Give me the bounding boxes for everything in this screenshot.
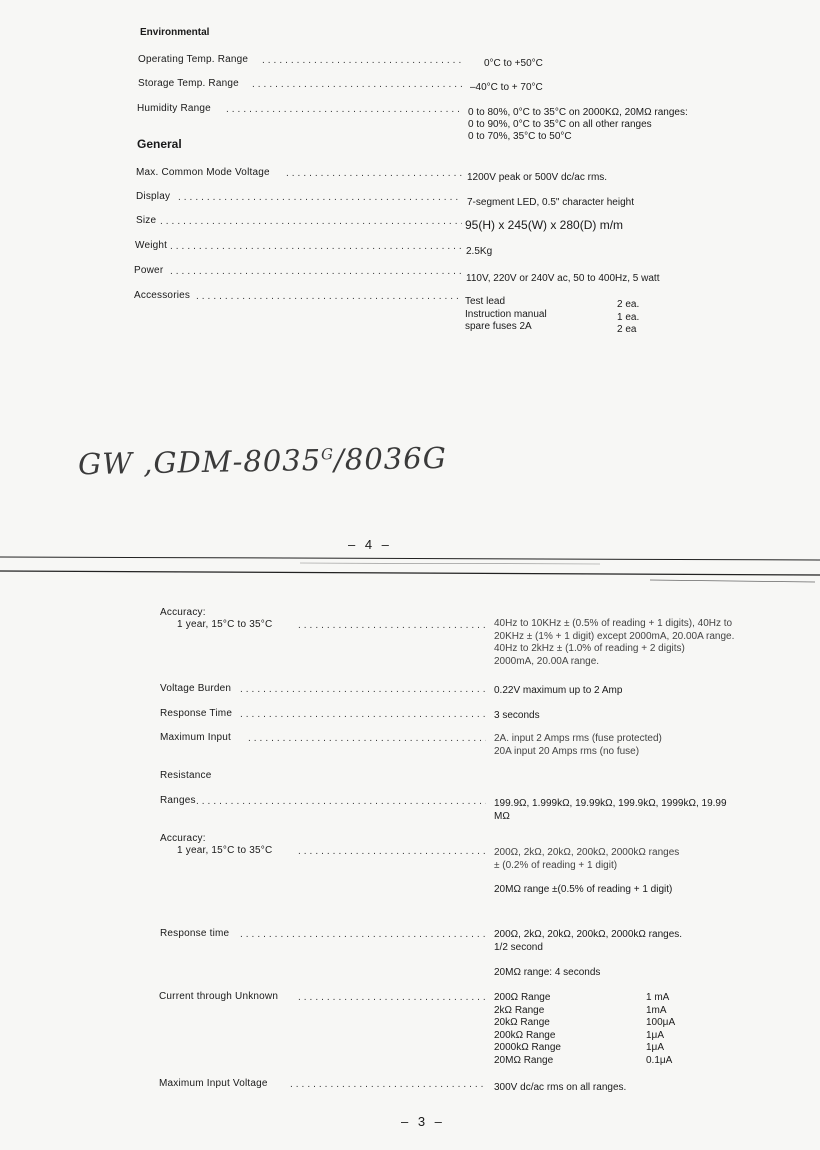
- humidity-label: Humidity Range: [137, 103, 211, 114]
- leader-dots: [178, 192, 462, 203]
- current-ranges-list: 200Ω Range 2kΩ Range 20kΩ Range 200kΩ Range 2000kΩ Range 20MΩ Range: [494, 992, 561, 1066]
- display-value: 7-segment LED, 0.5" character height: [467, 197, 634, 208]
- leader-dots: [170, 266, 462, 277]
- leader-dots: [196, 291, 462, 302]
- voltage-burden-value: 0.22V maximum up to 2 Amp: [494, 685, 623, 696]
- resistance-response-time-value: 200Ω, 2kΩ, 20kΩ, 200kΩ, 2000kΩ ranges. 1/2 second: [494, 929, 683, 953]
- power-value: 110V, 220V or 240V ac, 50 to 400Hz, 5 watt: [466, 273, 660, 284]
- leader-dots: [240, 684, 486, 695]
- weight-label: Weight: [135, 240, 168, 251]
- leader-dots: [240, 709, 486, 720]
- maximum-input-label: Maximum Input: [160, 732, 231, 743]
- common-mode-label: Max. Common Mode Voltage: [136, 167, 270, 178]
- upper-page: [0, 0, 820, 566]
- leader-dots: [170, 241, 462, 252]
- accessories-quantity: 2 ea. 1 ea. 2 ea: [617, 299, 640, 336]
- accuracy-label: Accuracy:: [160, 607, 206, 618]
- maximum-input-value: 2A. input 2 Amps rms (fuse protected) 20A input 20 Amps rms (no fuse): [494, 733, 662, 757]
- leader-dots: [298, 992, 486, 1003]
- size-value: 95(H) x 245(W) x 280(D) m/m: [465, 218, 624, 232]
- power-label: Power: [134, 265, 164, 276]
- leader-dots: [160, 216, 462, 227]
- operating-temp-value: 0°C to +50°C: [484, 58, 543, 69]
- resistance-accuracy-sublabel: 1 year, 15°C to 35°C: [177, 845, 273, 856]
- leader-dots: [298, 620, 486, 631]
- resistance-response-time-20m-value: 20MΩ range: 4 seconds: [494, 967, 601, 978]
- common-mode-value: 1200V peak or 500V dc/ac rms.: [467, 172, 608, 183]
- ranges-value: 199.9Ω, 1.999kΩ, 19.99kΩ, 199.9kΩ, 1999kΩ, 19.99 MΩ: [494, 798, 727, 822]
- page-number: – 4 –: [348, 537, 392, 552]
- accessories-list: Test lead Instruction manual spare fuses 2A: [465, 296, 547, 333]
- voltage-burden-label: Voltage Burden: [160, 683, 232, 694]
- resistance-accuracy-value: 200Ω, 2kΩ, 20kΩ, 200kΩ, 2000kΩ ranges ± (0.2% of reading + 1 digit): [494, 847, 680, 871]
- humidity-value: 0 to 80%, 0°C to 35°C on 2000KΩ, 20MΩ ranges: 0 to 90%, 0°C to 35°C on all other ranges 0 to 70%, 35°C to 50°C: [468, 107, 688, 142]
- resistance-response-time-label: Response time: [160, 928, 230, 939]
- response-time-value: 3 seconds: [494, 710, 540, 721]
- leader-dots: [262, 55, 462, 66]
- leader-dots: [240, 929, 486, 940]
- storage-temp-label: Storage Temp. Range: [138, 78, 239, 89]
- leader-dots: [286, 168, 462, 179]
- response-time-label: Response Time: [160, 708, 233, 719]
- resistance-heading: Resistance: [160, 770, 212, 781]
- leader-dots: [298, 846, 486, 857]
- accuracy-value: 40Hz to 10KHz ± (0.5% of reading + 1 digits), 40Hz to 20KHz ± (1% + 1 digit) except 2000mA, 20.00A range. 40Hz to 2kHz ± (1.0% of reading + 2 digits) 2000mA, 20.00A range.: [494, 618, 735, 667]
- resistance-accuracy-20m-value: 20MΩ range ±(0.5% of reading + 1 digit): [494, 884, 673, 895]
- size-label: Size: [136, 215, 157, 226]
- storage-temp-value: –40°C to + 70°C: [470, 82, 543, 93]
- resistance-accuracy-label: Accuracy:: [160, 833, 206, 844]
- leader-dots: [290, 1079, 486, 1090]
- maximum-input-voltage-value: 300V dc/ac rms on all ranges.: [494, 1082, 627, 1093]
- environmental-heading: Environmental: [140, 27, 210, 38]
- page-bottom-edge: [0, 553, 820, 566]
- general-heading: General: [137, 137, 182, 151]
- page-number: – 3 –: [401, 1114, 445, 1129]
- leader-dots: [226, 104, 462, 115]
- ranges-label: Ranges: [160, 795, 196, 806]
- accuracy-sublabel: 1 year, 15°C to 35°C: [177, 619, 273, 630]
- leader-dots: [252, 79, 462, 90]
- accessories-label: Accessories: [134, 290, 191, 301]
- lower-page: [0, 566, 820, 1150]
- leader-dots: [248, 733, 486, 744]
- handwritten-model-note: GW $,GDM-8035^G/8036G$: [77, 440, 448, 482]
- maximum-input-voltage-label: Maximum Input Voltage: [159, 1078, 268, 1089]
- leader-dots: [196, 796, 486, 807]
- operating-temp-label: Operating Temp. Range: [138, 54, 249, 65]
- weight-value: 2.5Kg: [466, 246, 493, 257]
- display-label: Display: [136, 191, 171, 202]
- current-values-list: 1 mA 1mA 100μA 1μA 1μA 0.1μA: [646, 992, 676, 1066]
- page-top-edge: [0, 566, 820, 586]
- current-through-unknown-label: Current through Unknown: [159, 991, 279, 1002]
